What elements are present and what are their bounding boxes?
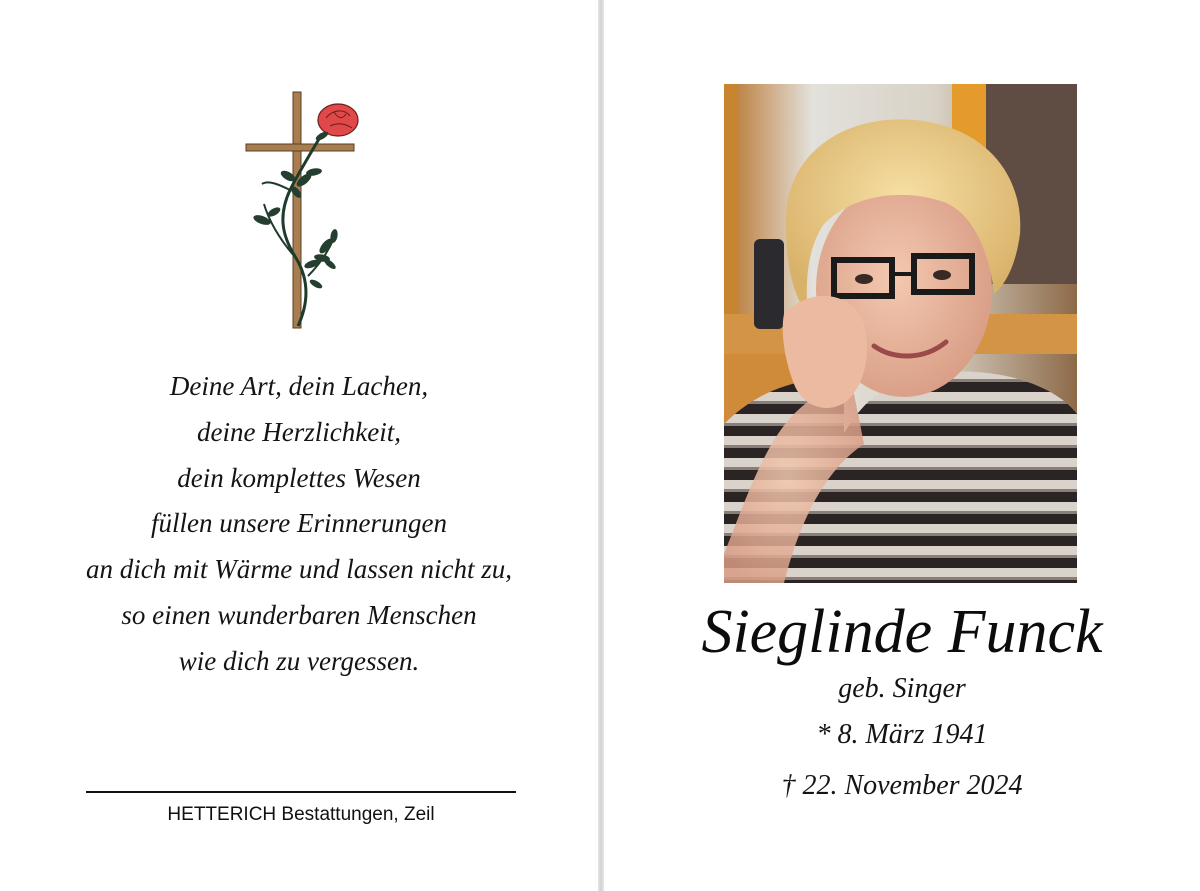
poem-line: füllen unsere Erinnerungen [151, 508, 447, 539]
poem-line: wie dich zu vergessen. [178, 645, 420, 676]
divider-line [86, 791, 516, 793]
poem-line: dein komplettes Wesen [177, 462, 421, 493]
cross-with-rose-icon [238, 88, 368, 334]
deceased-name: Sieglinde Funck [701, 598, 1103, 666]
poem-line: Deine Art, dein Lachen, [169, 371, 429, 401]
undertaker-credit: HETTERICH Bestattungen, Zeil [167, 804, 435, 825]
left-page [0, 0, 598, 891]
poem-line: deine Herzlichkeit, [197, 416, 401, 447]
poem-line: an dich mit Wärme und lassen nicht zu, [86, 554, 512, 585]
portrait-photo [724, 84, 1077, 583]
poem-line: so einen wunderbaren Menschen [121, 599, 477, 630]
death-date: † 22. November 2024 [781, 770, 1023, 801]
poem [0, 364, 598, 685]
maiden-name: geb. Singer [838, 673, 966, 704]
birth-date: * 8. März 1941 [816, 719, 988, 750]
